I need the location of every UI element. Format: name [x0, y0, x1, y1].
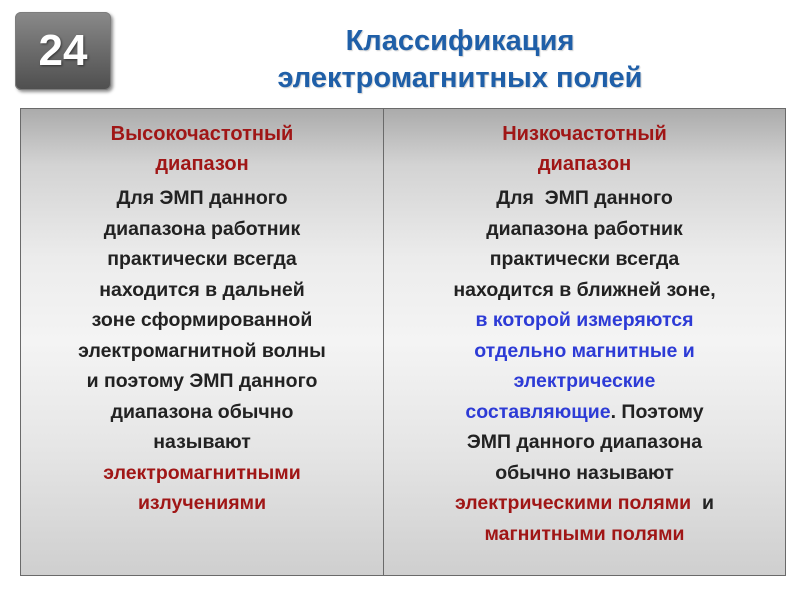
right-text-line: находится в ближней зоне,: [453, 278, 716, 301]
right-highlight-tail: составляющие: [465, 400, 611, 423]
right-highlight-line: электрические: [513, 370, 656, 392]
right-conjunction: и: [691, 492, 714, 514]
high-frequency-heading: [29, 119, 375, 179]
title-line-2: электромагнитных полей: [277, 62, 643, 94]
slide-number-badge: 24: [15, 12, 111, 90]
right-highlight-line: в которой измеряются: [475, 309, 694, 331]
right-term-electric: электрическими полями: [454, 492, 692, 514]
low-frequency-heading: [392, 119, 777, 179]
left-text-line: и поэтому ЭМП данного: [86, 370, 318, 392]
left-text-line: Для ЭМП данного: [116, 187, 288, 209]
left-text-line: диапазона работник: [103, 217, 301, 240]
left-text-line: практически всегда: [107, 248, 297, 270]
high-frequency-column: [21, 109, 384, 575]
right-text-line: Для ЭМП данного: [496, 187, 673, 209]
high-frequency-text: [29, 183, 375, 519]
high-frequency-heading-line-1: Высокочастотный: [110, 123, 294, 145]
left-text-line: называют: [153, 431, 251, 453]
left-text-line: находится в дальней: [99, 278, 305, 301]
right-text-line: диапазона работник: [486, 217, 683, 240]
low-frequency-heading-line-1: Низкочастотный: [502, 123, 667, 145]
left-text-line: диапазона обычно: [110, 400, 294, 423]
left-text-line: зоне сформированной: [91, 309, 313, 331]
left-term-line: излучениями: [137, 492, 267, 514]
low-frequency-text: [392, 183, 777, 549]
comparison-table: [20, 108, 786, 576]
right-highlight-line: отдельно магнитные и: [474, 339, 695, 362]
right-text-line: практически всегда: [489, 248, 680, 270]
left-text-line: электромагнитной волны: [78, 339, 326, 362]
right-after-highlight: . Поэтому: [610, 400, 704, 423]
right-term-magnetic: магнитными полями: [484, 522, 685, 545]
right-mixed-line: [392, 397, 777, 428]
high-frequency-heading-line-2: диапазон: [155, 153, 249, 175]
left-term-line: электромагнитными: [103, 461, 301, 484]
slide-title: [140, 23, 780, 97]
right-text-line: обычно называют: [495, 461, 674, 484]
low-frequency-column: [384, 109, 785, 575]
right-text-line: ЭМП данного диапазона: [466, 431, 703, 453]
low-frequency-heading-line-2: диапазон: [537, 153, 632, 175]
title-line-1: Классификация: [345, 25, 575, 57]
right-term-line: [392, 488, 777, 519]
